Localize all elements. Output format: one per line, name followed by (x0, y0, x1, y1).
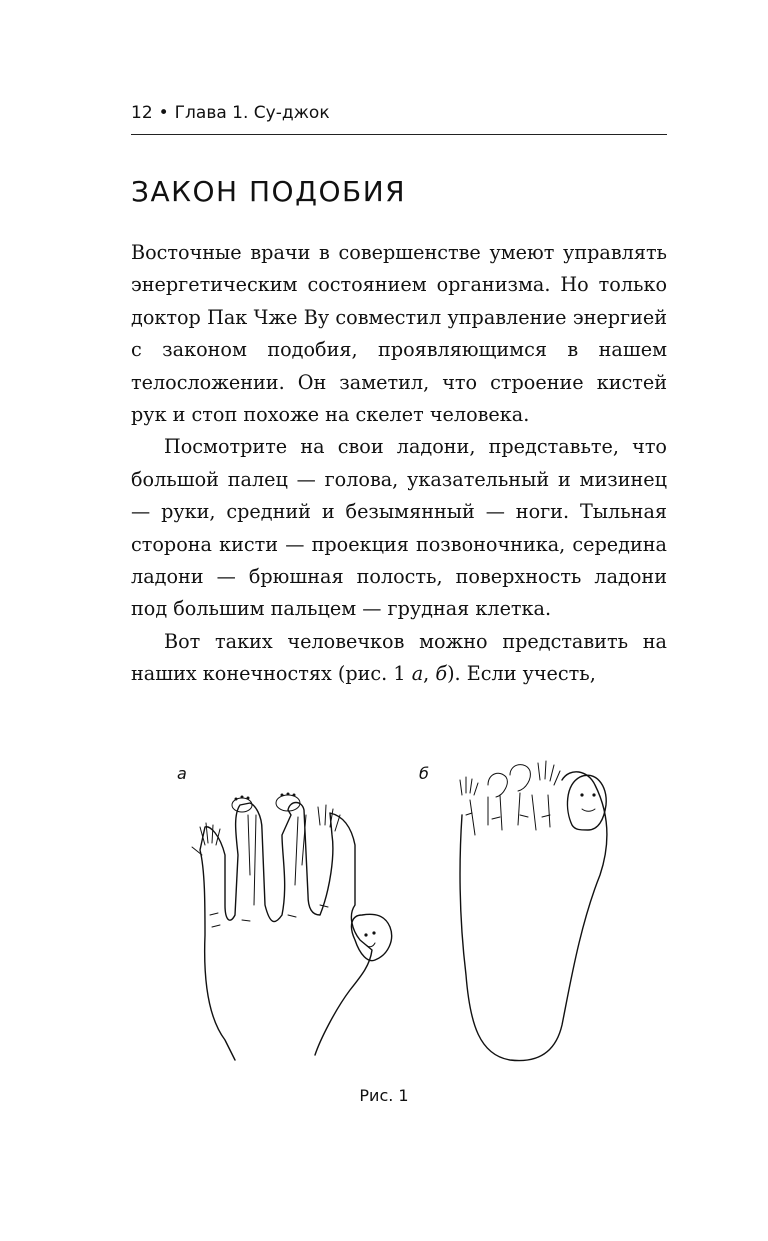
paragraph-3 (131, 626, 667, 691)
hand-drawing (192, 793, 392, 1061)
figure-label-b: б (419, 764, 429, 783)
figure-illustration (170, 755, 630, 1075)
foot-drawing (460, 761, 607, 1061)
paragraph-3-comma: , (423, 662, 436, 686)
toe-dot (241, 796, 244, 799)
section-title: ЗАКОН ПОДОБИЯ (131, 175, 407, 208)
big-toe-mouth (582, 809, 595, 811)
thumb-eye-right (372, 931, 375, 934)
thumb-mouth (366, 943, 375, 947)
toe-lines (470, 793, 550, 835)
header-bullet: • (158, 103, 169, 123)
toe-foot-2 (510, 765, 530, 791)
figure-ref-a: а (411, 662, 424, 686)
toe-dot (281, 794, 284, 797)
figure-label-a: а (177, 764, 187, 783)
figure-caption: Рис. 1 (359, 1086, 409, 1105)
toe-joint-marks (466, 813, 550, 819)
toe-dot (247, 797, 250, 800)
header-rule (131, 134, 667, 135)
little-finger-hand (192, 823, 220, 855)
toe-dot (287, 793, 290, 796)
toe-dot (235, 798, 238, 801)
paragraph-3-start: Вот таких человечков можно представить на наших конечностях (рис. 1 (131, 629, 667, 686)
toe-foot-1 (488, 773, 507, 797)
body-text (131, 237, 667, 691)
foot-outline (460, 772, 607, 1061)
figure-svg (170, 755, 630, 1075)
index-finger-hand (318, 805, 340, 831)
small-toe-hand (460, 777, 478, 795)
big-toe-eye-left (580, 793, 583, 796)
second-toe-hand (538, 761, 560, 785)
thumb-eye-left (364, 933, 367, 936)
finger-inner-lines (248, 815, 306, 905)
running-header (131, 101, 667, 125)
paragraph-3-end: ). Если учесть, (447, 662, 596, 686)
paragraph-2: Посмотрите на свои ладони, представьте, что большой палец — голова, указательный и мизинец — руки, средний и безымянный — ноги. Тыльная сторона кисти — проекция позвоночника, середина ладони — брюшная полость, поверхность ладони под большим пальцем — грудная клетка. (131, 435, 667, 621)
hand-outline (200, 803, 372, 1061)
page-number: 12 (131, 103, 153, 123)
toe-dot (293, 794, 296, 797)
paragraph-1: Восточные врачи в совершенстве умеют управлять энергетическим состоянием организма. Но только доктор Пак Чже Ву совместил управление энергией с законом подобия, проявляющимся в нашем телосложении. Он заметил, что строение кистей рук и стоп похоже на скелет человека. (131, 241, 667, 427)
figure-ref-b: б (435, 662, 448, 686)
big-toe-head (567, 775, 606, 830)
chapter-title: Глава 1. Су-джок (174, 103, 330, 123)
big-toe-eye-right (592, 793, 595, 796)
